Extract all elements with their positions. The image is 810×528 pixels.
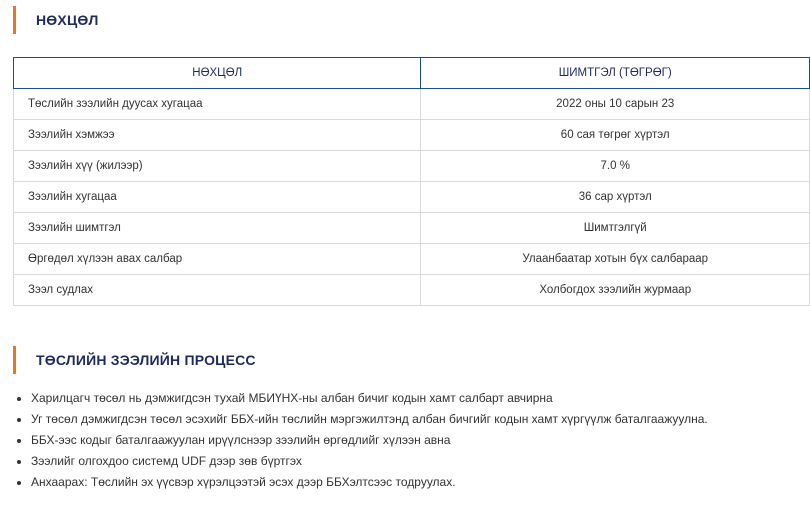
column-header-condition: НӨХЦӨЛ <box>14 58 421 89</box>
table-row <box>14 213 810 244</box>
row-value: Улаанбаатар хотын бүх салбараар <box>421 244 810 275</box>
table-row <box>14 275 810 306</box>
table-row <box>14 89 810 120</box>
conditions-table <box>13 57 810 306</box>
row-label: Зээлийн хугацаа <box>14 182 421 213</box>
row-label: Өргөдөл хүлээн авах салбар <box>14 244 421 275</box>
process-heading: ТӨСЛИЙН ЗЭЭЛИЙН ПРОЦЕСС <box>13 346 256 374</box>
list-item: • Анхаарах: Төслийн эх үүсвэр хүрэлцээтэй эсэх дээр ББХэлтсээс тодруулах. <box>31 472 708 493</box>
table-header-row <box>14 58 810 89</box>
row-label: Зээлийн шимтгэл <box>14 213 421 244</box>
list-item: • Уг төсөл дэмжигдсэн төсөл эсэхийг ББХ-ийн төслийн мэргэжилтэнд албан бичгийг кодын хамт хүргүүлж баталгаажуулна. <box>31 409 708 430</box>
table-row <box>14 182 810 213</box>
row-value: 7.0 % <box>421 151 810 182</box>
row-value: 2022 оны 10 сарын 23 <box>421 89 810 120</box>
list-item: • Харилцагч төсөл нь дэмжигдсэн тухай МБИҮНХ-ны албан бичиг кодын хамт салбарт авчирна <box>31 388 708 409</box>
table-row <box>14 244 810 275</box>
row-value: 60 сая төгрөг хүртэл <box>421 120 810 151</box>
process-steps-list <box>13 388 708 493</box>
row-value: Холбогдох зээлийн журмаар <box>421 275 810 306</box>
conditions-heading: НӨХЦӨЛ <box>13 6 98 34</box>
row-label: Зээлийн хэмжээ <box>14 120 421 151</box>
row-value: Шимтгэлгүй <box>421 213 810 244</box>
table-row <box>14 120 810 151</box>
row-label: Зээл судлах <box>14 275 421 306</box>
list-item: • ББХ-ээс кодыг баталгаажуулан ирүүлснээр зээлийн өргөдлийг хүлээн авна <box>31 430 708 451</box>
column-header-fee: ШИМТГЭЛ (ТӨГРӨГ) <box>421 58 810 89</box>
list-item: • Зээлийг олгохдоо системд UDF дээр зөв бүртгэх <box>31 451 708 472</box>
row-label: Төслийн зээлийн дуусах хугацаа <box>14 89 421 120</box>
row-value: 36 сар хүртэл <box>421 182 810 213</box>
table-row <box>14 151 810 182</box>
row-label: Зээлийн хүү (жилээр) <box>14 151 421 182</box>
